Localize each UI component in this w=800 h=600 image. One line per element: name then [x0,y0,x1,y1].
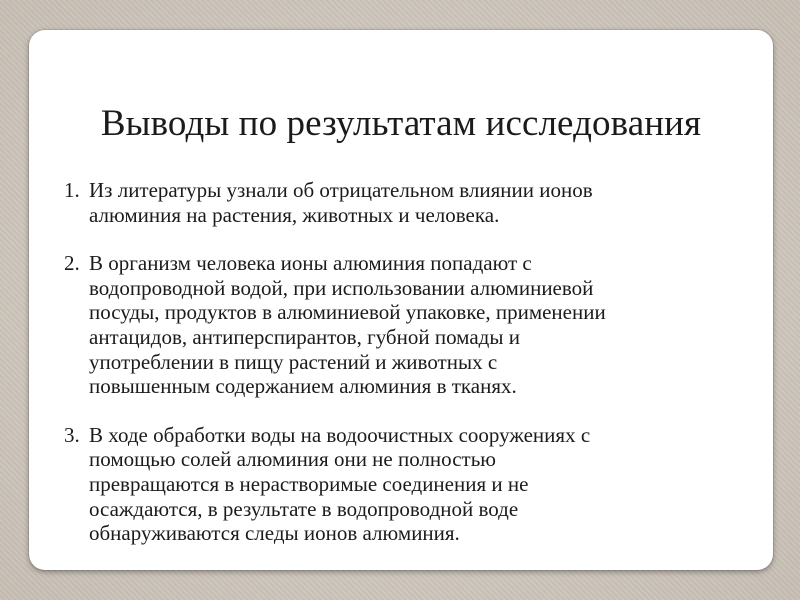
list-item-number: 3. [64,422,80,447]
list-item-number: 2. [64,251,80,276]
list-item-line: превращаются в нерастворимые соединения и не [89,471,529,496]
list-item [64,423,764,546]
list-item-line: антацидов, антиперспирантов, губной помады и [89,324,520,349]
list-item-line: водопроводной водой, при использовании алюминиевой [89,275,594,300]
list-item-line: алюминия на растения, животных и человека. [89,202,500,227]
slide-card [29,30,773,570]
list-item-line: В ходе обработки воды на водоочистных сооружениях с [89,422,591,447]
list-item-line: повышенным содержанием алюминия в тканях. [89,374,517,399]
list-item-line: посуды, продуктов в алюминиевой упаковке, применении [89,300,606,325]
list-item-line: осаждаются, в результате в водопроводной воде [89,496,519,521]
list-item-line: помощью солей алюминия они не полностью [89,447,496,472]
list-item-number: 1. [64,178,80,202]
list-item [64,178,764,227]
list-item-line: употреблении в пищу растений и животных с [89,349,498,374]
list-item-line: Из литературы узнали об отрицательном влиянии ионов [89,178,593,202]
list-item-line: обнаруживаются следы ионов алюминия. [89,521,460,546]
list-item [64,251,764,399]
slide-title: Выводы по результатам исследования [100,103,702,144]
list-item-line: В организм человека ионы алюминия попадают с [89,251,532,276]
conclusions-list [64,178,764,570]
